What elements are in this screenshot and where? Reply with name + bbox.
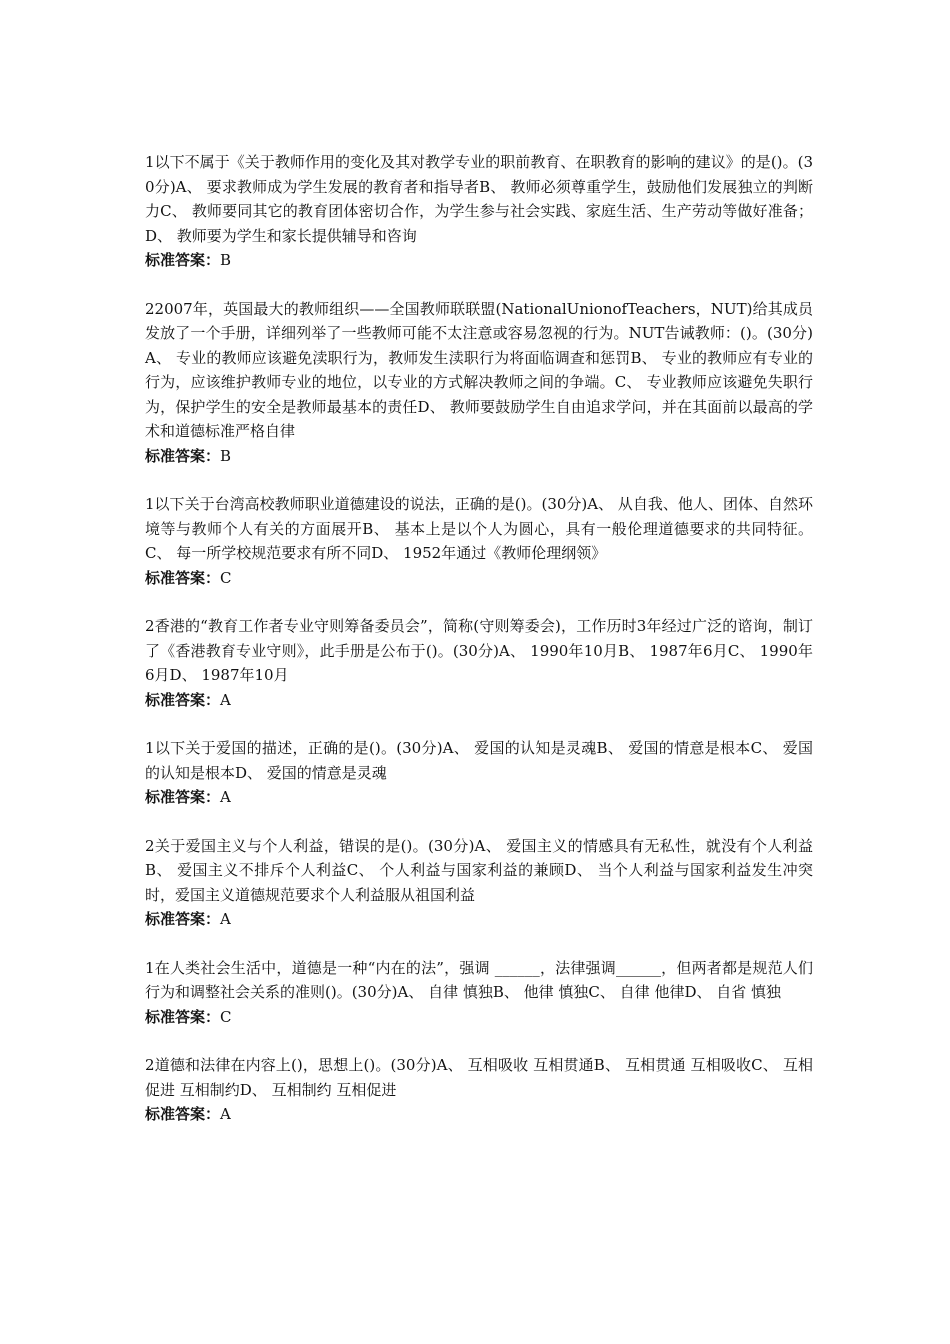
- question-block-6: [145, 834, 813, 932]
- answer-label: 标准答案：: [145, 788, 221, 806]
- answer-label: 标准答案：: [145, 910, 221, 928]
- question-block-8: [145, 1053, 813, 1127]
- answer-label: 标准答案：: [145, 1105, 221, 1123]
- answer-value: C: [220, 1007, 232, 1026]
- question-block-5: [145, 736, 813, 810]
- standard-answer: [145, 688, 813, 713]
- standard-answer: [145, 1005, 813, 1030]
- answer-value: C: [220, 568, 232, 587]
- answer-value: B: [220, 446, 232, 465]
- answer-label: 标准答案：: [145, 568, 221, 587]
- question-text: 2关于爱国主义与个人利益，错误的是()。(30分)A、 爱国主义的情感具有无私性，就没有个人利益B、 爱国主义不排斥个人利益C、 个人利益与国家利益的兼顾D、 当个人利益与国家利益发生冲突时，爱国主义道德规范要求个人利益服从祖国利益: [145, 836, 813, 904]
- answer-value: B: [220, 251, 232, 269]
- question-text: 22007年，英国最大的教师组织——全国教师联联盟(NationalUnionofTeachers，NUT)给其成员发放了一个手册，详细列举了一些教师可能不太注意或容易忽视的行为。NUT告诫教师：()。(30分)A、 专业的教师应该避免渎职行为，教师发生渎职行为将面临调查和惩罚B、 专业的教师应有专业的行为，应该维护教师专业的地位，以专业的方式解决教师之间的争端。C、 专业教师应该避免失职行为，保护学生的安全是教师最基本的责任D、 教师要鼓励学生自由追求学问，并在其面前以最高的学术和道德标准严格自律: [145, 299, 813, 440]
- answer-value: A: [220, 1105, 231, 1123]
- question-text: 2香港的“教育工作者专业守则筹备委员会”，简称(守则筹委会)，工作历时3年经过广泛的谘询，制订了《香港教育专业守则》，此手册是公布于()。(30分)A、 1990年10月B、 1987年6月C、 1990年6月D、 1987年10月: [145, 617, 813, 684]
- question-text: 2道德和法律在内容上()，思想上()。(30分)A、 互相吸收 互相贯通B、 互相贯通 互相吸收C、 互相促进 互相制约D、 互相制约 互相促进: [145, 1056, 813, 1099]
- answer-label: 标准答案：: [145, 251, 221, 269]
- answer-value: A: [220, 910, 231, 928]
- question-block-1: [145, 150, 813, 273]
- question-text: 1在人类社会生活中，道德是一种“内在的法”，强调 ______，法律强调______，但两者都是规范人们行为和调整社会关系的准则()。(30分)A、 自律 慎独B、 他律 慎独C、 自律 他律D、 自省 慎独: [145, 958, 813, 1001]
- question-block-7: [145, 956, 813, 1030]
- question-text: 1以下不属于《关于教师作用的变化及其对教学专业的职前教育、在职教育的影响的建议》的是()。(30分)A、 要求教师成为学生发展的教育者和指导者B、 教师必须尊重学生，鼓励他们发展独立的判断力C、 教师要同其它的教育团体密切合作，为学生参与社会实践、家庭生活、生产劳动等做好准备；D、 教师要为学生和家长提供辅导和咨询: [145, 153, 813, 245]
- question-text: 1以下关于台湾高校教师职业道德建设的说法，正确的是()。(30分)A、 从自我、他人、团体、自然环境等与教师个人有关的方面展开B、 基本上是以个人为圆心，具有一般伦理道德要求的共同特征。C、 每一所学校规范要求有所不同D、 1952年通过《教师伦理纲领》: [145, 495, 813, 562]
- answer-value: A: [220, 690, 231, 709]
- answer-label: 标准答案：: [145, 690, 221, 709]
- standard-answer: [145, 566, 813, 591]
- question-block-3: [145, 492, 813, 590]
- answer-label: 标准答案：: [145, 1007, 221, 1026]
- document-page: [145, 150, 813, 1151]
- standard-answer: [145, 248, 813, 273]
- answer-label: 标准答案：: [145, 446, 221, 465]
- standard-answer: [145, 444, 813, 469]
- question-block-2: [145, 297, 813, 469]
- standard-answer: [145, 785, 813, 810]
- answer-value: A: [220, 788, 231, 806]
- question-text: 1以下关于爱国的描述，正确的是()。(30分)A、 爱国的认知是灵魂B、 爱国的情意是根本C、 爱国的认知是根本D、 爱国的情意是灵魂: [145, 739, 813, 782]
- standard-answer: [145, 907, 813, 932]
- standard-answer: [145, 1102, 813, 1127]
- question-block-4: [145, 614, 813, 712]
